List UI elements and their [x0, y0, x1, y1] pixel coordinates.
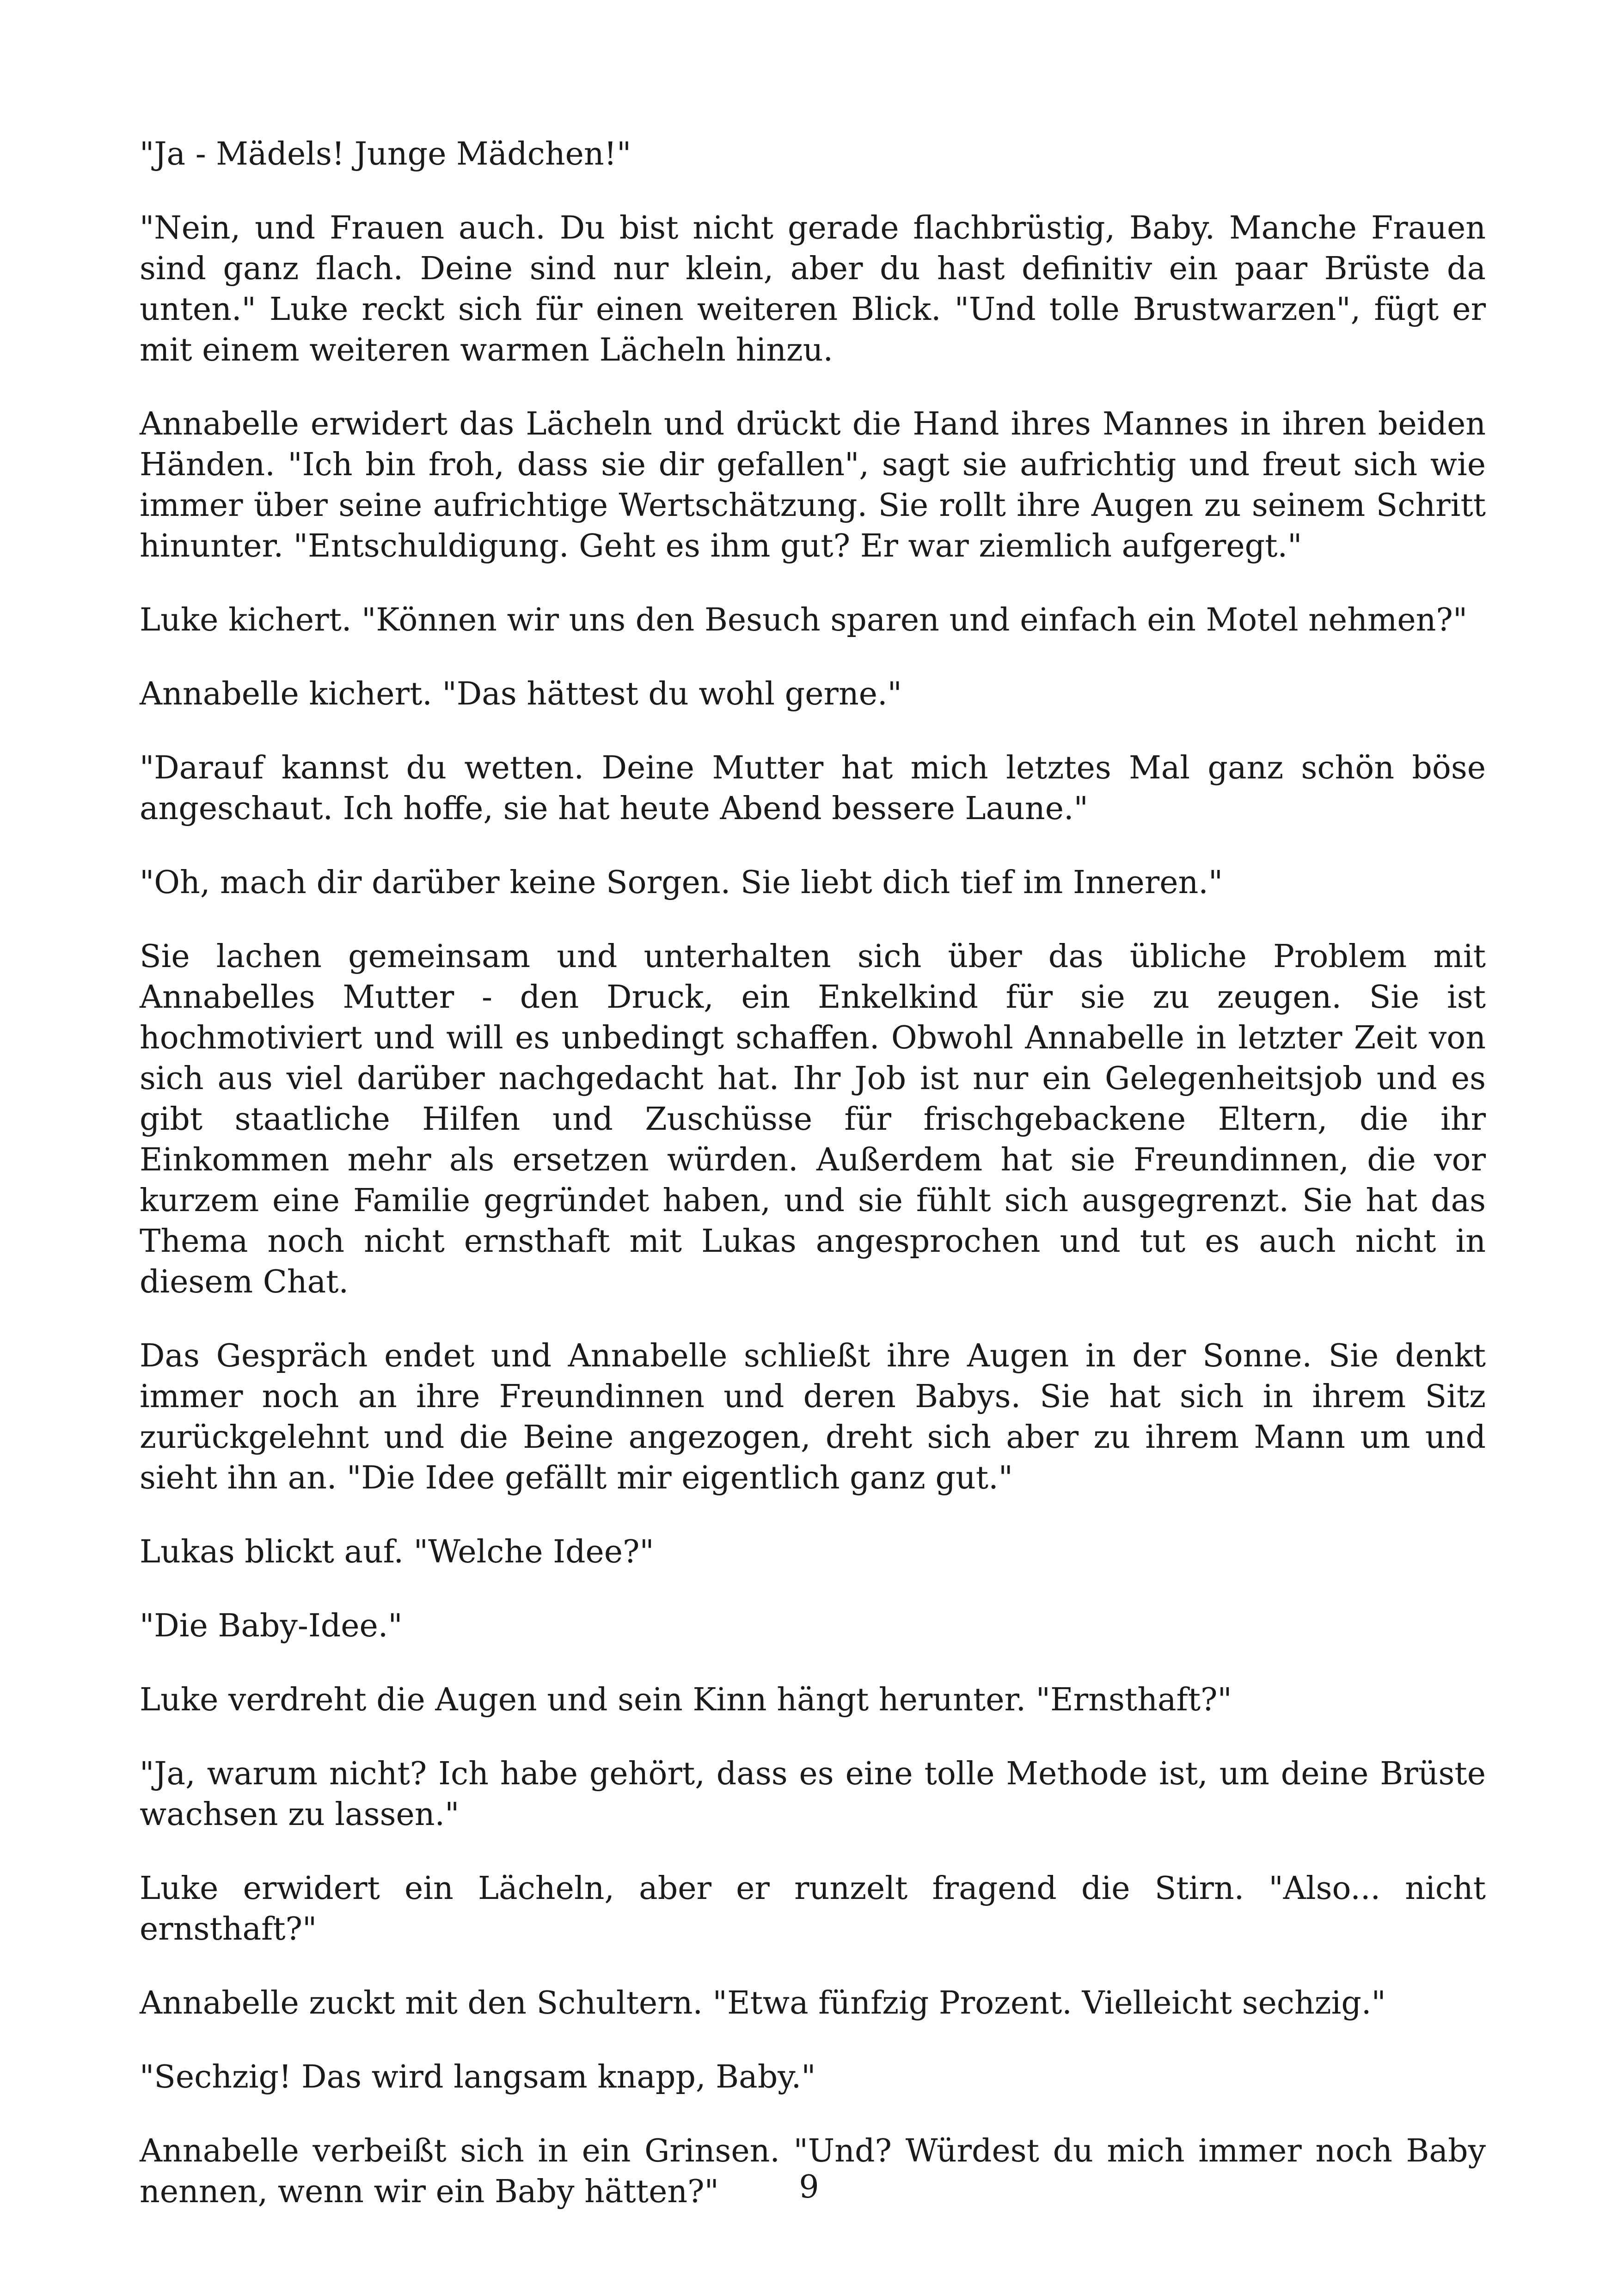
paragraph: "Nein, und Frauen auch. Du bist nicht gerade flachbrüstig, Baby. Manche Frauen sind ganz flach. Deine sind nur klein, aber du hast definitiv ein paar Brüste da unten." Luke reckt sich für einen weiteren Blick. "Und tolle Brustwarzen", fügt er mit einem weiteren warmen Lächeln hinzu. — [140, 210, 1486, 368]
paragraph: Annabelle zuckt mit den Schultern. "Etwa fünfzig Prozent. Vielleicht sechzig." — [140, 1985, 1386, 2021]
body-text — [140, 134, 1486, 2246]
paragraph: "Ja, warum nicht? Ich habe gehört, dass es eine tolle Methode ist, um deine Brüste wachsen zu lassen." — [140, 1756, 1486, 1833]
paragraph: "Sechzig! Das wird langsam knapp, Baby." — [140, 2059, 816, 2095]
paragraph: "Oh, mach dir darüber keine Sorgen. Sie liebt dich tief im Inneren." — [140, 864, 1223, 901]
paragraph: Sie lachen gemeinsam und unterhalten sich über das übliche Problem mit Annabelles Mutter - den Druck, ein Enkelkind für sie zu zeugen. Sie ist hochmotiviert und will es unbedingt schaffen. Obwohl Annabelle in letzter Zeit von sich aus viel darüber nachgedacht hat. Ihr Job ist nur ein Gelegenheitsjob und es gibt staatliche Hilfen und Zuschüsse für frischgebackene Eltern, die ihr Einkommen mehr als ersetzen würden. Außerdem hat sie Freundinnen, die vor kurzem eine Familie gegründet haben, und sie fühlt sich ausgegrenzt. Sie hat das Thema noch nicht ernsthaft mit Lukas angesprochen und tut es auch nicht in diesem Chat. — [140, 938, 1486, 1300]
paragraph: Annabelle erwidert das Lächeln und drückt die Hand ihres Mannes in ihren beiden Händen. "Ich bin froh, dass sie dir gefallen", sagt sie aufrichtig und freut sich wie immer über seine aufrichtige Wertschätzung. Sie rollt ihre Augen zu seinem Schritt hinunter. "Entschuldigung. Geht es ihm gut? Er war ziemlich aufgeregt." — [140, 406, 1486, 564]
paragraph: Lukas blickt auf. "Welche Idee?" — [140, 1534, 654, 1570]
paragraph: Luke kichert. "Können wir uns den Besuch sparen und einfach ein Motel nehmen?" — [140, 602, 1468, 638]
paragraph: Luke erwidert ein Lächeln, aber er runzelt fragend die Stirn. "Also... nicht ernsthaft?" — [140, 1870, 1486, 1947]
paragraph: "Darauf kannst du wetten. Deine Mutter hat mich letztes Mal ganz schön böse angeschaut. Ich hoffe, sie hat heute Abend bessere Laune." — [140, 750, 1486, 827]
page-number: 9 — [799, 2169, 819, 2205]
paragraph: Annabelle verbeißt sich in ein Grinsen. "Und? Würdest du mich immer noch Baby nennen, wenn wir ein Baby hätten?" — [140, 2133, 1486, 2210]
paragraph: "Die Baby-Idee." — [140, 1608, 403, 1644]
paragraph: Annabelle kichert. "Das hättest du wohl gerne." — [140, 676, 902, 712]
paragraph: Luke verdreht die Augen und sein Kinn hängt herunter. "Ernsthaft?" — [140, 1682, 1232, 1718]
paragraph: "Ja - Mädels! Junge Mädchen!" — [140, 136, 631, 172]
paragraph: Das Gespräch endet und Annabelle schließt ihre Augen in der Sonne. Sie denkt immer noch an ihre Freundinnen und deren Babys. Sie hat sich in ihrem Sitz zurückgelehnt und die Beine angezogen, dreht sich aber zu ihrem Mann um und sieht ihn an. "Die Idee gefällt mir eigentlich ganz gut." — [140, 1338, 1486, 1496]
